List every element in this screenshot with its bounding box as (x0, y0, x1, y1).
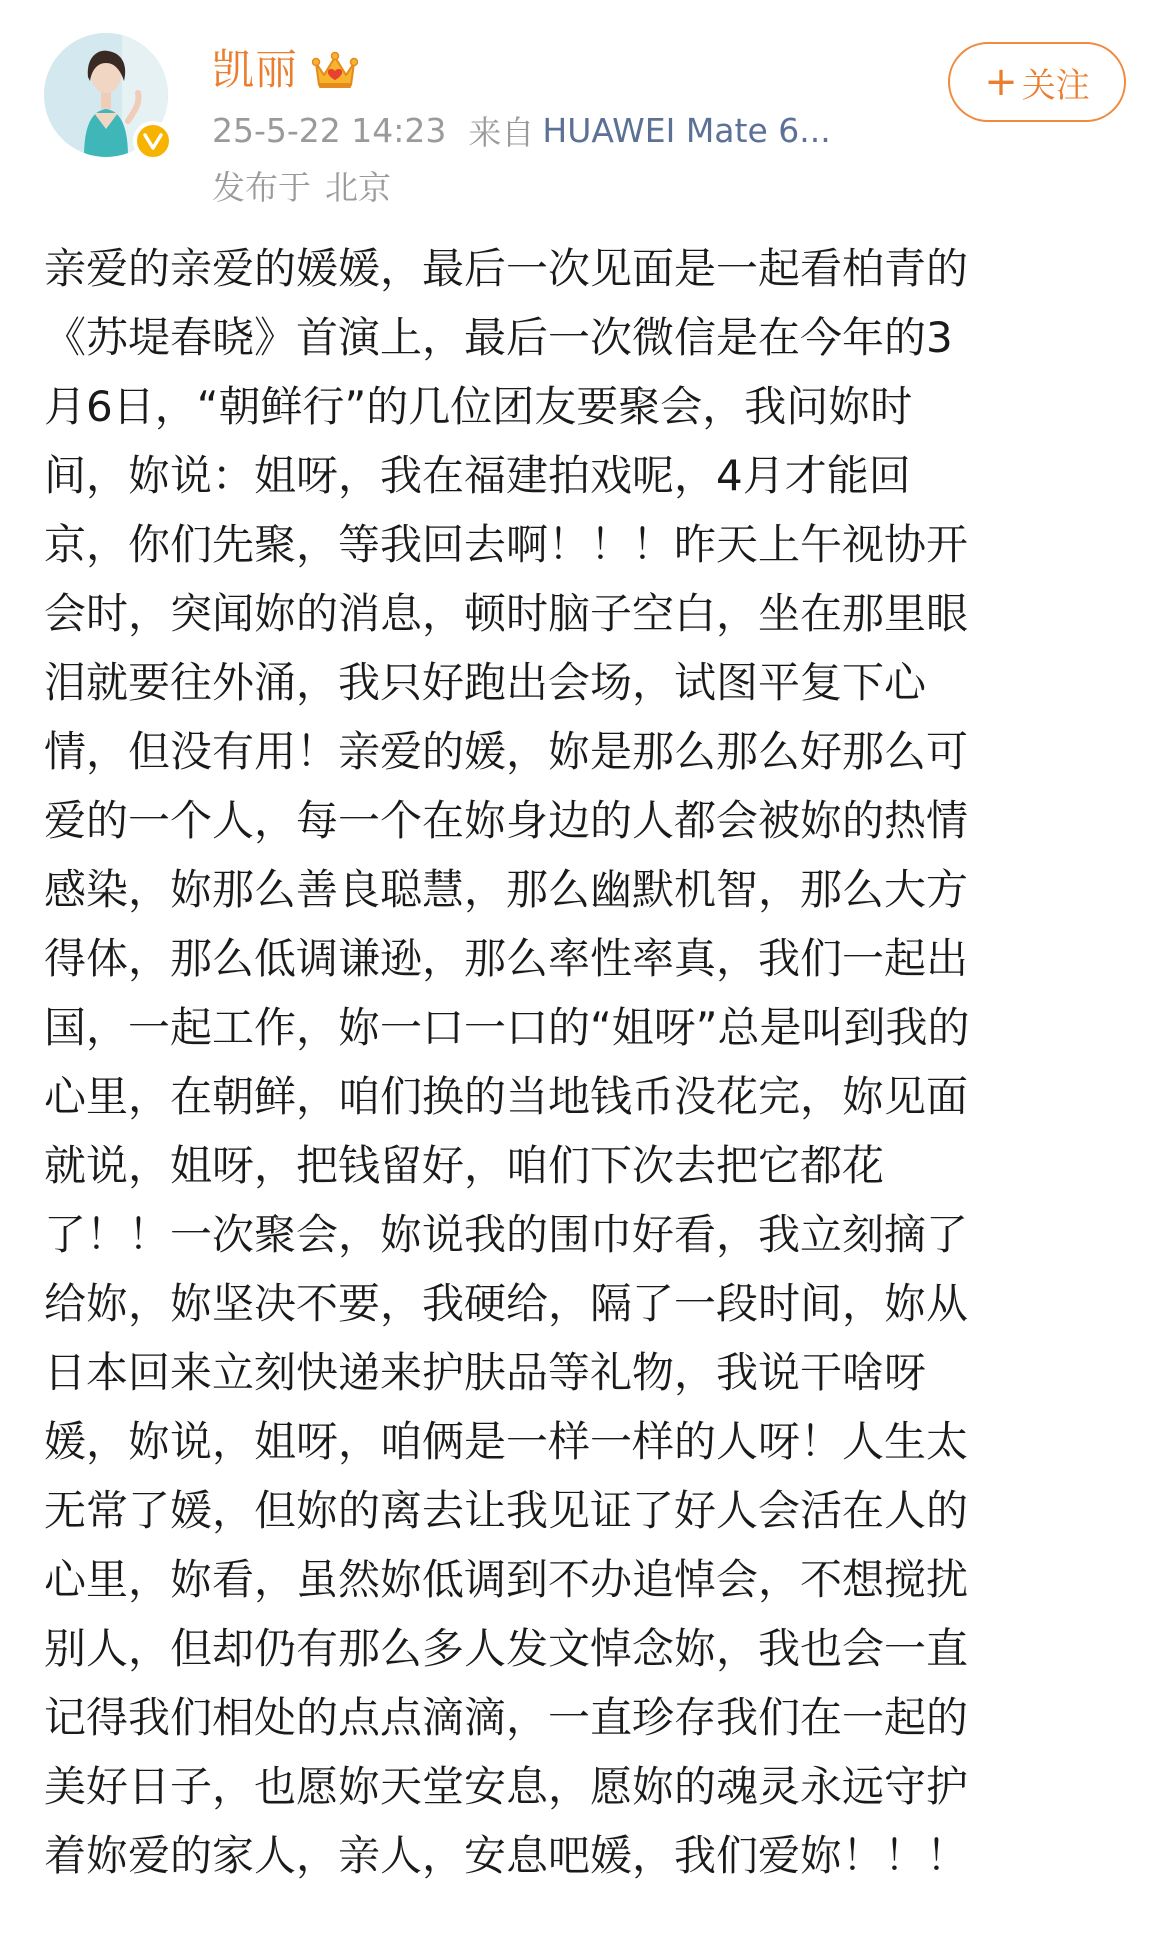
post-text-line: 情，但没有用！亲爱的媛，妳是那么那么好那么可 (44, 727, 969, 776)
post-text-line: 了！！一次聚会，妳说我的围巾好看，我立刻摘了 (44, 1210, 969, 1259)
post-text-line: 爱的一个人，每一个在妳身边的人都会被妳的热情 (44, 796, 969, 845)
source-label: 来自 (468, 112, 535, 152)
post-time: 25-5-22 14:23 (212, 110, 447, 150)
post-text-line: 得体，那么低调谦逊，那么率性率真，我们一起出 (44, 934, 969, 983)
post-text-line: 《苏堤春晓》首演上，最后一次微信是在今年的3 (44, 313, 953, 362)
post-text-line: 间，妳说：姐呀，我在福建拍戏呢，4月才能回 (44, 451, 911, 500)
post-text-line: 别人，但却仍有那么多人发文悼念妳，我也会一直 (44, 1624, 969, 1673)
post-text-line: 月6日，“朝鲜行”的几位团友要聚会，我问妳时 (44, 382, 913, 431)
author-name[interactable]: 凯丽 (212, 45, 299, 94)
post-text-line: 感染，妳那么善良聪慧，那么幽默机智，那么大方 (44, 865, 969, 914)
post-text-line: 就说，姐呀，把钱留好，咱们下次去把它都花 (44, 1141, 885, 1190)
post-text (44, 234, 1134, 1890)
post-location (212, 162, 391, 208)
post-text-line: 国，一起工作，妳一口一口的“姐呀”总是叫到我的 (44, 1003, 970, 1052)
post-text-line: 记得我们相处的点点滴滴，一直珍存我们在一起的 (44, 1693, 969, 1742)
post-text-line: 心里，在朝鲜，咱们换的当地钱币没花完，妳见面 (44, 1072, 969, 1121)
location-prefix: 发布于 (212, 167, 311, 207)
post-text-line: 无常了媛，但妳的离去让我见证了好人会活在人的 (44, 1486, 969, 1535)
location-name: 北京 (325, 167, 391, 207)
post-text-line: 心里，妳看，虽然妳低调到不办追悼会，不想搅扰 (44, 1555, 969, 1604)
post-text-line: 日本回来立刻快递来护肤品等礼物，我说干啥呀 (44, 1348, 927, 1397)
post-meta (212, 106, 831, 154)
post-text-line: 给妳，妳坚决不要，我硬给，隔了一段时间，妳从 (44, 1279, 969, 1328)
author-name-row (212, 46, 358, 94)
post-text-line: 着妳爱的家人，亲人，安息吧媛，我们爱妳！！！ (44, 1831, 969, 1880)
vip-crown-icon[interactable] (312, 49, 358, 91)
post-text-line: 泪就要往外涌，我只好跑出会场，试图平复下心 (44, 658, 927, 707)
follow-button-label: 关注 (1021, 65, 1090, 106)
post-header (0, 0, 1170, 230)
verified-v-icon (133, 121, 173, 161)
avatar[interactable] (44, 33, 168, 157)
post-text-line: 京，你们先聚，等我回去啊！！！昨天上午视协开 (44, 520, 969, 569)
post-text-line: 美好日子，也愿妳天堂安息，愿妳的魂灵永远守护 (44, 1762, 969, 1811)
plus-icon: + (984, 59, 1018, 105)
follow-button[interactable] (948, 42, 1126, 122)
source-device-link[interactable]: HUAWEI Mate 6... (542, 110, 831, 150)
post-text-line: 媛，妳说，姐呀，咱俩是一样一样的人呀！人生太 (44, 1417, 969, 1466)
post-text-line: 会时，突闻妳的消息，顿时脑子空白，坐在那里眼 (44, 589, 969, 638)
post-text-line: 亲爱的亲爱的媛媛，最后一次见面是一起看柏青的 (44, 244, 969, 293)
